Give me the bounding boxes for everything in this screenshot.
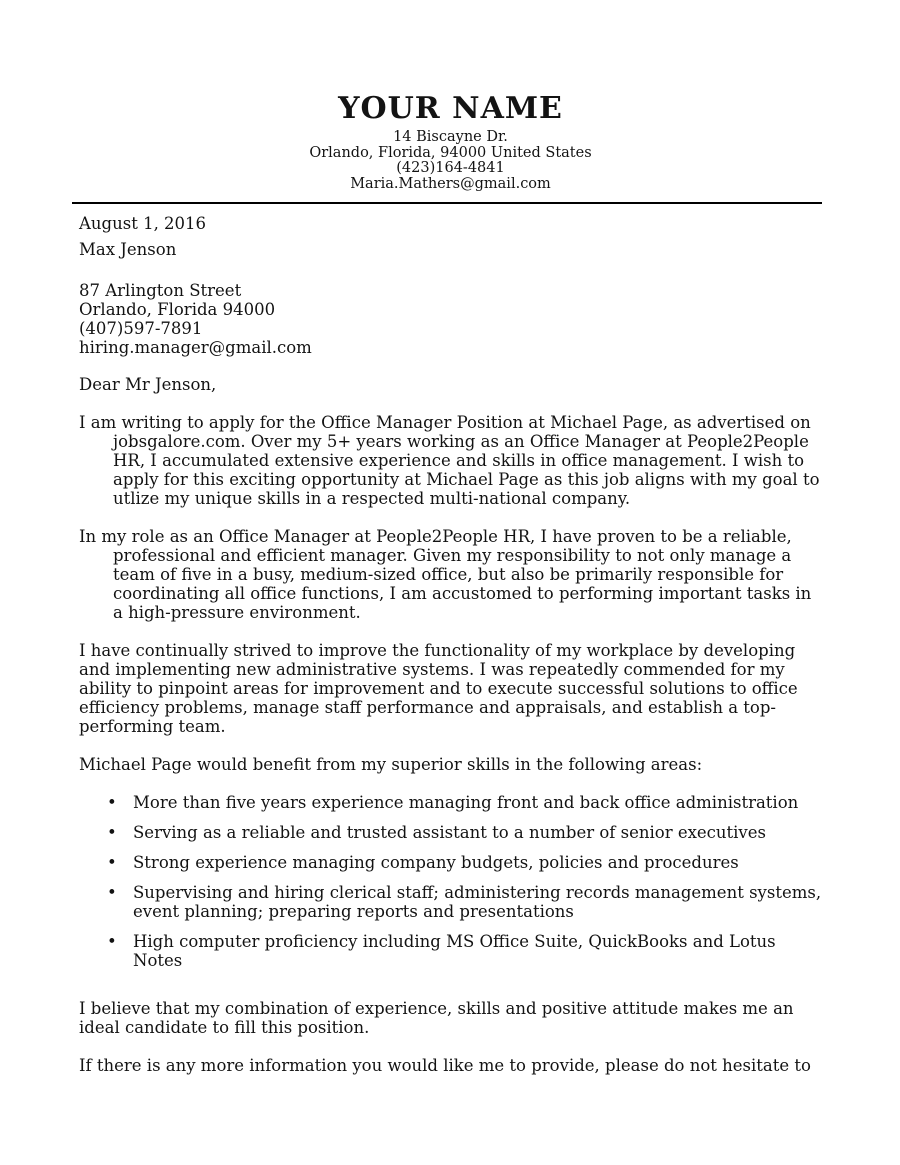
- skill-item: [79, 932, 822, 970]
- paragraph-achievements: I have continually strived to improve the functionality of my workplace by developing and implementing new administrative systems. I was repeatedly commended for my ability to pinpoint areas for improvement and to execute successful solutions to office efficiency problems, manage staff performance and appraisals, and establish a top-performing team.: [79, 641, 798, 736]
- recipient-city: Orlando, Florida 94000: [79, 300, 276, 319]
- skill-item-text: Serving as a reliable and trusted assistant to a number of senior executives: [133, 823, 766, 842]
- paragraph-role: In my role as an Office Manager at People2People HR, I have proven to be a reliable, professional and efficient manager. Given my responsibility to not only manage a team of five in a busy, medium-sized office, but also be primarily responsible for coordinating all office functions, I am accustomed to performing important tasks in a high-pressure environment.: [79, 527, 812, 622]
- closing-paragraph-info: If there is any more information you would like me to provide, please do not hesitate to: [79, 1056, 811, 1075]
- recipient-email: hiring.manager@gmail.com: [79, 338, 312, 357]
- skill-item: [79, 853, 822, 872]
- skill-item: [79, 883, 822, 921]
- skill-item: [79, 823, 822, 842]
- skill-item-text: High computer proficiency including MS Office Suite, QuickBooks and Lotus Notes: [133, 932, 776, 970]
- sender-name: YOUR NAME: [338, 91, 563, 126]
- header-divider: [72, 202, 822, 204]
- skills-intro: Michael Page would benefit from my superior skills in the following areas:: [79, 755, 703, 774]
- skill-item-text: Strong experience managing company budgets, policies and procedures: [133, 853, 739, 872]
- sender-address-line-2: Orlando, Florida, 94000 United States: [309, 144, 592, 161]
- skill-item: [79, 793, 822, 812]
- closing-paragraph-belief: I believe that my combination of experience, skills and positive attitude makes me an ideal candidate to fill this position.: [79, 999, 794, 1037]
- recipient-address: [79, 281, 822, 357]
- recipient-phone: (407)597-7891: [79, 319, 203, 338]
- sender-phone: (423)164-4841: [396, 160, 505, 176]
- letterhead: [79, 92, 822, 192]
- skill-item-text: Supervising and hiring clerical staff; administering records management systems, event planning; preparing reports and presentations: [133, 883, 822, 921]
- skills-list: [79, 793, 822, 970]
- recipient-name: Max Jenson: [79, 240, 177, 259]
- paragraph-intro: I am writing to apply for the Office Manager Position at Michael Page, as advertised on jobsgalore.com. Over my 5+ years working as an Office Manager at People2People HR, I accumulated extensive experience and skills in office management. I wish to apply for this exciting opportunity at Michael Page as this job aligns with my goal to utlize my unique skills in a respected multi-national company.: [79, 413, 820, 508]
- letter-body: [79, 214, 822, 1075]
- sender-address-line-1: 14 Biscayne Dr.: [393, 129, 508, 145]
- salutation: Dear Mr Jenson,: [79, 375, 217, 394]
- skill-item-text: More than five years experience managing front and back office administration: [133, 793, 799, 812]
- letter-date: August 1, 2016: [79, 214, 207, 233]
- sender-email: Maria.Mathers@gmail.com: [350, 175, 551, 192]
- recipient-street: 87 Arlington Street: [79, 281, 242, 300]
